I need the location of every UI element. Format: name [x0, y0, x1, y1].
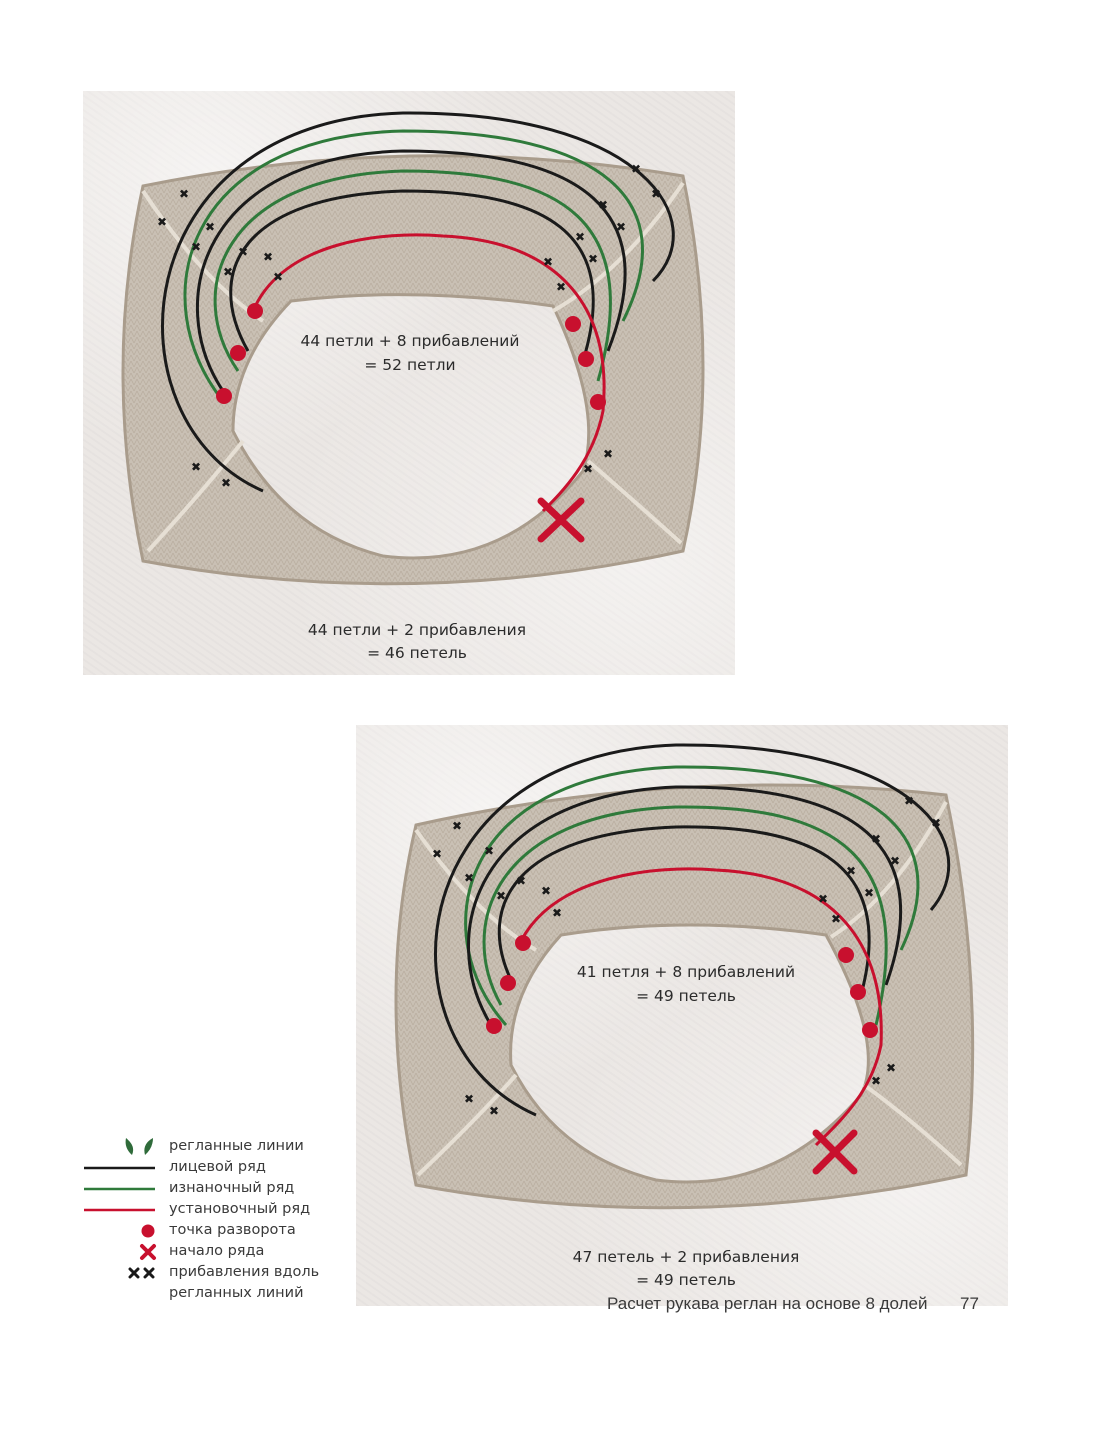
green-line-icon — [82, 1178, 157, 1199]
svg-text:✖: ✖ — [223, 265, 234, 279]
svg-text:= 49 петель: = 49 петель — [636, 987, 736, 1005]
svg-text:✖: ✖ — [598, 198, 609, 212]
svg-text:✖: ✖ — [452, 819, 463, 833]
legend-label: регланных линий — [169, 1285, 304, 1301]
svg-text:✖: ✖ — [631, 162, 642, 176]
page-number: 77 — [960, 1294, 979, 1313]
svg-text:✖: ✖ — [931, 816, 942, 830]
svg-text:✖: ✖ — [543, 255, 554, 269]
svg-text:✖: ✖ — [890, 854, 901, 868]
svg-text:✖: ✖ — [432, 847, 443, 861]
svg-text:✖: ✖ — [886, 1061, 897, 1075]
legend-item-purl-row — [82, 1178, 352, 1199]
svg-text:✖: ✖ — [541, 884, 552, 898]
svg-text:41 петля + 8 прибавлений: 41 петля + 8 прибавлений — [576, 963, 796, 981]
svg-text:✖: ✖ — [238, 245, 249, 259]
svg-text:✖: ✖ — [489, 1104, 500, 1118]
raglan-lines-icon — [82, 1136, 157, 1157]
svg-text:✖: ✖ — [205, 220, 216, 234]
svg-text:✖: ✖ — [588, 252, 599, 266]
svg-text:44 петли + 8 прибавлений: 44 петли + 8 прибавлений — [300, 332, 520, 350]
svg-text:44 петли + 2 прибавления: 44 петли + 2 прибавления — [307, 621, 527, 639]
knitting-photo-1 — [83, 91, 735, 675]
svg-text:= 52 петли: = 52 петли — [364, 356, 456, 374]
svg-text:= 49 петель: = 49 петель — [636, 1271, 736, 1289]
svg-text:✖: ✖ — [556, 280, 567, 294]
red-line-icon — [82, 1199, 157, 1220]
svg-text:✖: ✖ — [496, 889, 507, 903]
yoke-diagram-1 — [83, 91, 735, 675]
legend-label: изнаночный ряд — [169, 1180, 295, 1196]
svg-text:✖: ✖ — [871, 1074, 882, 1088]
svg-text:✖: ✖ — [464, 871, 475, 885]
svg-text:47 петель + 2 прибавления: 47 петель + 2 прибавления — [572, 1248, 800, 1266]
svg-text:✖: ✖ — [273, 270, 284, 284]
page-footer-title: Расчет рукава реглан на основе 8 долей — [607, 1294, 928, 1313]
yoke-diagram-2 — [356, 725, 1008, 1306]
legend-item-knit-row — [82, 1157, 352, 1178]
legend-label: прибавления вдоль — [169, 1264, 320, 1280]
red-cross-icon — [82, 1241, 157, 1262]
legend-label: регланные линии — [169, 1138, 304, 1154]
svg-text:✖: ✖ — [464, 1092, 475, 1106]
svg-text:= 46 петель: = 46 петель — [367, 644, 467, 662]
svg-text:✖: ✖ — [575, 230, 586, 244]
legend-label: точка разворота — [169, 1222, 296, 1238]
svg-text:✖: ✖ — [616, 220, 627, 234]
svg-text:✖: ✖ — [831, 912, 842, 926]
svg-text:✖: ✖ — [484, 844, 495, 858]
svg-text:✖: ✖ — [904, 794, 915, 808]
svg-text:✖: ✖ — [603, 447, 614, 461]
legend-item-row-start — [82, 1241, 352, 1262]
svg-text:✖: ✖ — [871, 832, 882, 846]
svg-text:✖: ✖ — [583, 462, 594, 476]
svg-text:✖: ✖ — [191, 460, 202, 474]
legend-item-raglan — [82, 1136, 352, 1157]
legend-item-increases — [82, 1262, 352, 1283]
caption-bottom-2 — [573, 1248, 800, 1289]
black-line-icon — [82, 1157, 157, 1178]
red-dot-icon — [82, 1220, 157, 1241]
legend — [82, 1136, 352, 1304]
svg-text:✖: ✖ — [157, 215, 168, 229]
knitting-photo-2 — [356, 725, 1008, 1306]
caption-top-1 — [301, 332, 520, 374]
legend-label: начало ряда — [169, 1243, 265, 1259]
svg-text:✖: ✖ — [191, 240, 202, 254]
svg-text:✖: ✖ — [516, 874, 527, 888]
svg-text:✖: ✖ — [651, 187, 662, 201]
svg-text:✖: ✖ — [864, 886, 875, 900]
legend-item-increases-cont — [82, 1283, 352, 1304]
svg-text:✖: ✖ — [846, 864, 857, 878]
legend-label: установочный ряд — [169, 1201, 311, 1217]
caption-bottom-1 — [308, 621, 526, 662]
svg-text:✖: ✖ — [552, 906, 563, 920]
svg-text:✖: ✖ — [221, 476, 232, 490]
svg-text:✖: ✖ — [263, 250, 274, 264]
legend-label: лицевой ряд — [169, 1159, 266, 1175]
svg-text:✖: ✖ — [818, 892, 829, 906]
caption-top-2 — [577, 963, 795, 1005]
double-cross-icon — [82, 1262, 157, 1283]
legend-item-turning-point — [82, 1220, 352, 1241]
svg-text:✖: ✖ — [179, 187, 190, 201]
legend-item-setup-row — [82, 1199, 352, 1220]
